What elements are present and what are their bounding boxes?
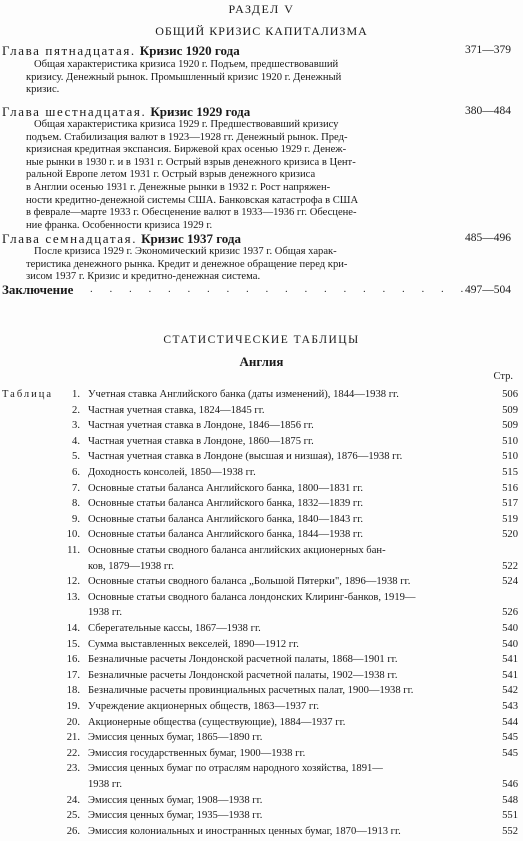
table-title: Сберегательные кассы, 1867—1938 гг.	[88, 623, 261, 634]
table-page: 545	[502, 747, 518, 759]
table-row	[66, 389, 518, 405]
table-row	[66, 701, 518, 717]
conclusion-title: Заключение	[2, 282, 74, 297]
table-number: 23.	[66, 763, 80, 775]
table-row	[66, 654, 518, 670]
summary-line: кризис.	[26, 84, 60, 96]
table-page: 526	[502, 607, 518, 619]
table-page: 551	[502, 810, 518, 822]
summary-line: ные рынки в 1930 г. и в 1931 г. Острый взрыв денежного кризиса в Цент-	[26, 156, 356, 168]
chapter-16-summary	[26, 119, 456, 232]
table-page: 544	[502, 716, 518, 728]
summary-line: кризисная кредитная экспансия. Биржевой крах осенью 1929 г. Денеж-	[26, 144, 347, 156]
table-row	[66, 576, 518, 592]
table-number: 15.	[66, 638, 80, 650]
table-number: 1.	[72, 389, 80, 400]
table-title: Учетная ставка Английского банка (даты изменений), 1844—1938 гг.	[88, 389, 399, 400]
chapter-16-pages: 380—484	[465, 105, 511, 117]
table-page: 541	[502, 669, 518, 681]
table-title: Основные статьи сводного баланса „Большой Пятерки", 1896—1938 гг.	[88, 576, 411, 588]
table-row	[66, 670, 518, 686]
summary-line: Общая характеристика кризиса 1920 г. Подъем, предшествовавший	[34, 59, 339, 70]
table-page: 517	[502, 498, 518, 510]
table-number: 12.	[66, 576, 80, 588]
table-title: Основные статьи сводного баланса лондонских Клиринг-банков, 1919—	[88, 591, 416, 603]
table-title-continued: 1938 гг.	[88, 778, 122, 790]
chapter-17-heading	[2, 231, 241, 247]
table-title: Учреждение акционерных обществ, 1863—1937 гг.	[88, 701, 320, 712]
summary-line: кризису. Денежный рынок. Промышленный кризис 1920 г. Денежный	[26, 71, 342, 83]
table-title: Основные статьи баланса Английского банка, 1840—1843 гг.	[88, 513, 364, 525]
table-row	[66, 685, 518, 701]
leader-dots: . . . . . . . . . . . . . . . . . . . .	[90, 283, 471, 295]
chapter-17-pages: 485—496	[465, 232, 511, 244]
table-number: 20.	[66, 716, 80, 728]
table-number: 16.	[66, 654, 80, 666]
table-title: Частная учетная ставка в Лондоне, 1846—1856 гг.	[88, 420, 314, 432]
section-label: РАЗДЕЛ V	[228, 2, 295, 16]
table-page: 516	[502, 482, 518, 494]
table-number: 5.	[72, 451, 80, 463]
chapter-title: Кризис 1920 года	[139, 43, 240, 58]
summary-line: теристика денежного рынка. Кредит и денежное обращение перед кри-	[26, 258, 348, 270]
chapter-label: Глава шестнадцатая.	[2, 104, 147, 119]
table-number: 18.	[66, 685, 80, 697]
table-title: Эмиссия ценных бумаг, 1865—1890 гг.	[88, 732, 263, 744]
chapter-title: Кризис 1937 года	[141, 231, 242, 246]
conclusion-heading	[2, 282, 73, 298]
table-title: Безналичные расчеты провинциальных расчетных палат, 1900—1938 гг.	[88, 685, 414, 697]
table-page: 524	[502, 576, 518, 588]
table-row	[66, 529, 518, 545]
table-title: Основные статьи баланса Английского банка, 1832—1839 гг.	[88, 498, 364, 510]
table-page: 515	[502, 467, 518, 478]
summary-line: в Англии осенью 1931 г. Денежные рынки в 1932 г. Рост напряжен-	[26, 181, 331, 193]
table-page: 546	[502, 778, 518, 790]
table-page: 509	[502, 420, 518, 432]
table-row	[66, 436, 518, 452]
summary-line: ности кредитно-денежной системы США. Банковская катастрофа в США	[26, 194, 359, 206]
table-number: 8.	[72, 498, 80, 510]
table-number: 17.	[66, 669, 80, 681]
table-label: Таблица	[2, 389, 54, 400]
table-page: 509	[502, 404, 518, 416]
table-title: Основные статьи баланса Английского банка, 1800—1831 гг.	[88, 482, 364, 494]
summary-line: подъем. Стабилизация валют в 1923—1928 гг. Денежный рынок. Пред-	[26, 131, 348, 143]
table-row	[66, 498, 518, 514]
table-number: 9.	[72, 513, 80, 525]
table-row	[66, 545, 518, 576]
table-number: 21.	[66, 732, 80, 744]
table-number: 22.	[66, 747, 80, 759]
table-page: 506	[502, 389, 518, 400]
table-title-continued: ков, 1879—1938 гг.	[88, 560, 174, 572]
table-page: 510	[502, 435, 518, 447]
table-row	[66, 732, 518, 748]
table-number: 4.	[72, 435, 80, 447]
table-title: Доходность консолей, 1850—1938 гг.	[88, 467, 256, 478]
table-number: 6.	[72, 467, 80, 478]
table-page: 520	[502, 529, 518, 541]
chapter-16-heading	[2, 104, 250, 120]
table-title: Эмиссия ценных бумаг, 1908—1938 гг.	[88, 794, 263, 806]
table-page: 552	[502, 825, 518, 837]
chapter-17-summary	[26, 246, 456, 284]
table-number: 26.	[66, 825, 80, 837]
chapter-15-heading	[2, 43, 240, 59]
table-number: 3.	[72, 420, 80, 432]
table-title-continued: 1938 гг.	[88, 607, 122, 619]
table-row	[66, 592, 518, 623]
conclusion-pages: 497—504	[465, 284, 511, 296]
chapter-15-pages: 371—379	[465, 44, 511, 56]
table-title: Эмиссия ценных бумаг по отраслям народного хозяйства, 1891—	[88, 763, 383, 775]
table-number: 10.	[66, 529, 80, 541]
table-row	[66, 826, 518, 841]
table-row	[66, 467, 518, 483]
table-page: 542	[502, 685, 518, 697]
summary-line: ральной Европе летом 1931 г. Острый взрыв денежного кризиса	[26, 169, 316, 181]
table-number: 2.	[72, 404, 80, 416]
chapter-title: Кризис 1929 года	[150, 104, 251, 119]
table-row	[66, 748, 518, 764]
table-title: Частная учетная ставка, 1824—1845 гг.	[88, 404, 265, 416]
table-number: 13.	[66, 591, 80, 603]
table-number: 24.	[66, 794, 80, 806]
table-page: 510	[502, 451, 518, 463]
table-title: Эмиссия государственных бумаг, 1900—1938 гг.	[88, 747, 306, 759]
chapter-label: Глава пятнадцатая.	[2, 43, 136, 58]
table-page: 540	[502, 638, 518, 650]
table-title: Основные статьи сводного баланса английских акционерных бан-	[88, 545, 386, 556]
table-row	[66, 483, 518, 499]
section-title: ОБЩИЙ КРИЗИС КАПИТАЛИЗМА	[155, 24, 368, 38]
table-page: 545	[502, 732, 518, 744]
table-row	[66, 420, 518, 436]
chapter-15-summary	[26, 59, 456, 97]
table-number: 19.	[66, 701, 80, 712]
table-row	[66, 639, 518, 655]
table-number: 11.	[67, 545, 80, 556]
table-page: 540	[502, 623, 518, 634]
summary-line: ние франка. Особенности кризиса 1929 г.	[26, 219, 213, 231]
table-title: Эмиссия ценных бумаг, 1935—1938 гг.	[88, 810, 263, 822]
table-page: 548	[502, 794, 518, 806]
table-page: 541	[502, 654, 518, 666]
chapter-label: Глава семнадцатая.	[2, 231, 138, 246]
table-title: Безналичные расчеты Лондонской расчетной палаты, 1902—1938 гг.	[88, 669, 398, 681]
table-title: Основные статьи баланса Английского банка, 1844—1938 гг.	[88, 529, 364, 541]
table-row	[66, 717, 518, 733]
summary-line: После кризиса 1929 г. Экономический кризис 1937 г. Общая харак-	[34, 246, 337, 257]
summary-line: в феврале—марте 1933 г. Обесценение валют в 1933—1936 гг. Обесцене-	[26, 207, 357, 219]
table-title: Эмиссия колониальных и иностранных ценных бумаг, 1870—1913 гг.	[88, 825, 401, 837]
country-heading: Англия	[239, 354, 284, 369]
table-row	[66, 763, 518, 794]
table-row	[66, 623, 518, 639]
table-page: 543	[502, 701, 518, 712]
table-number: 14.	[66, 623, 80, 634]
table-row	[66, 451, 518, 467]
table-row	[66, 514, 518, 530]
table-title: Акционерные общества (существующие), 1884—1937 гг.	[88, 716, 346, 728]
table-title: Частная учетная ставка в Лондоне (высшая и низшая), 1876—1938 гг.	[88, 451, 403, 463]
summary-line: зисом 1937 г. Кризис и кредитно-денежная система.	[26, 271, 261, 283]
table-row	[66, 795, 518, 811]
table-number: 7.	[72, 482, 80, 494]
table-title: Частная учетная ставка в Лондоне, 1860—1875 гг.	[88, 435, 314, 447]
stat-section-title: СТАТИСТИЧЕСКИЕ ТАБЛИЦЫ	[163, 334, 360, 346]
page-column-header: Стр.	[493, 371, 513, 382]
summary-line: Общая характеристика кризиса 1929 г. Предшествовавший кризису	[34, 119, 339, 130]
table-title: Безналичные расчеты Лондонской расчетной палаты, 1868—1901 гг.	[88, 654, 398, 666]
table-number: 25.	[66, 810, 80, 822]
table-title: Сумма выставленных векселей, 1890—1912 гг.	[88, 638, 299, 650]
table-page: 519	[502, 513, 518, 525]
table-row	[66, 405, 518, 421]
table-row	[66, 810, 518, 826]
table-page: 522	[502, 560, 518, 572]
